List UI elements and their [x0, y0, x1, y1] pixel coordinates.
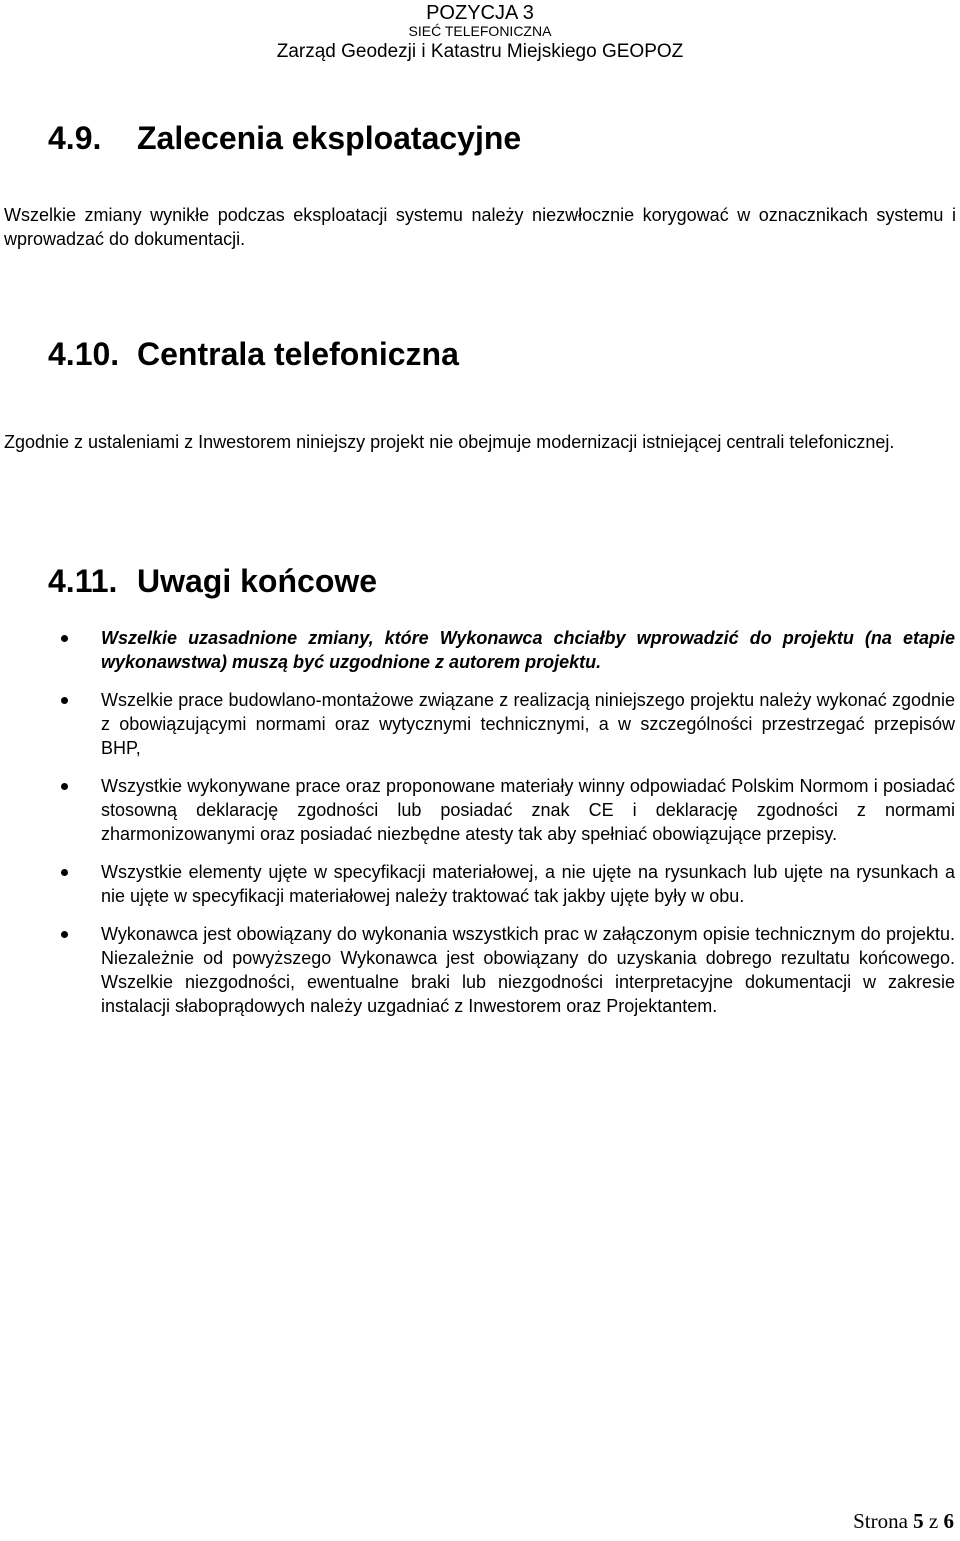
- bullet-icon: [61, 697, 68, 704]
- page-label: Strona: [853, 1509, 908, 1533]
- list-item: Wykonawca jest obowiązany do wykonania wszystkich prac w załączonym opisie technicznym do projektu. Niezależnie od powyższego Wykonawca jest obowiązany do uzyskania dobrego rezultatu końcowego. Wszelkie niezgodności, ewentualne braki lub niezgodności interpretacyjne dokumentacji w zakresie instalacji słaboprądowych należy uzgadniać z Inwestorem oraz Projektantem.: [0, 922, 960, 1018]
- list-item: Wszelkie prace budowlano-montażowe związane z realizacją niniejszego projektu należy wykonać zgodnie z obowiązującymi normami oraz wytycznymi technicznymi, a w szczególności przestrzegać przepisów BHP,: [0, 688, 960, 760]
- bullet-icon: [61, 931, 68, 938]
- section-heading-4-10: [48, 338, 459, 370]
- bullet-icon: [61, 635, 68, 642]
- section-number: 4.11.: [48, 563, 118, 599]
- bullet-icon: [61, 869, 68, 876]
- section-text-4-10: Zgodnie z ustaleniami z Inwestorem niniejszy projekt nie obejmuje modernizacji istniejącej centrali telefonicznej.: [4, 432, 895, 452]
- final-remarks-list: [0, 626, 960, 1018]
- section-title: Centrala telefoniczna: [137, 336, 459, 372]
- page-of: z: [928, 1509, 939, 1533]
- list-item: Wszelkie uzasadnione zmiany, które Wykonawca chciałby wprowadzić do projektu (na etapie wykonawstwa) muszą być uzgodnione z autorem projektu.: [0, 626, 960, 674]
- list-item: Wszystkie wykonywane prace oraz proponowane materiały winny odpowiadać Polskim Normom i posiadać stosowną deklarację zgodności lub posiadać znak CE i deklarację zgodności z normami zharmonizowanymi oraz posiadać niezbędne atesty tak aby spełniać obowiązujące przepisy.: [0, 774, 960, 846]
- page-number: [853, 1511, 954, 1532]
- header-subject: SIEĆ TELEFONICZNA: [408, 23, 552, 39]
- section-title: Uwagi końcowe: [137, 563, 378, 599]
- section-number: 4.9.: [48, 120, 102, 156]
- header-position: POZYCJA 3: [426, 2, 534, 24]
- section-text-4-9: Wszelkie zmiany wynikłe podczas eksploatacji systemu należy niezwłocznie korygować w oznacznikach systemu i wprowadzać do dokumentacji.: [4, 205, 956, 249]
- section-heading-4-11: [48, 565, 377, 597]
- page-header: [0, 0, 960, 61]
- bullet-icon: [61, 783, 68, 790]
- section-number: 4.10.: [48, 336, 120, 372]
- list-item: Wszystkie elementy ujęte w specyfikacji materiałowej, a nie ujęte na rysunkach lub ujęte na rysunkach a nie ujęte w specyfikacji materiałowej należy traktować tak jakby ujęte były w obu.: [0, 860, 960, 908]
- header-client: Zarząd Geodezji i Katastru Miejskiego GEOPOZ: [276, 41, 684, 62]
- section-title: Zalecenia eksploatacyjne: [137, 120, 522, 156]
- page-current: 5: [913, 1509, 924, 1533]
- page-total: 6: [943, 1509, 954, 1533]
- section-heading-4-9: [48, 122, 521, 154]
